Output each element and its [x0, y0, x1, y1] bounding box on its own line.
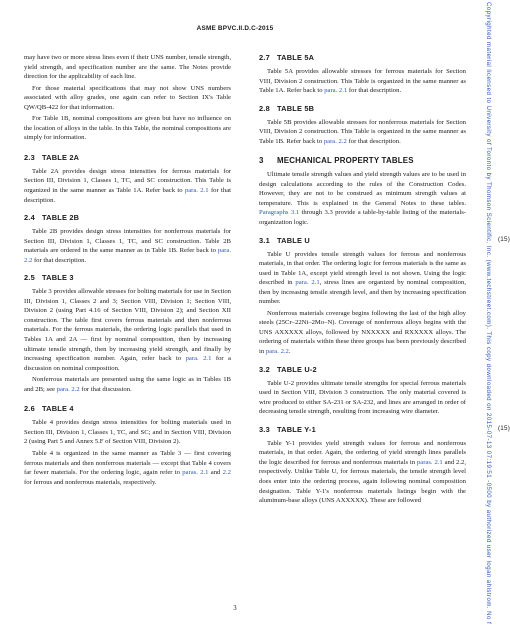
section-3	[259, 156, 466, 227]
watermark-text: Copyrighted material licensed to University of Toronto by Thomson Scientific, Inc. (www.techstreet.com). This copy downloaded on 2015-07-13 07:19:51 -0500 by authorized user logan ahlstrom. No f	[485, 2, 492, 625]
page-header: ASME BPVC.II.D.C-2015	[196, 25, 274, 32]
para-link[interactable]: 2.2	[222, 469, 231, 477]
para-link[interactable]: Paragraphs 3.1	[259, 209, 300, 217]
para-link[interactable]: para. 2.2	[24, 247, 231, 264]
left-column	[24, 53, 231, 495]
section-heading: 2.8 TABLE 5B	[259, 103, 315, 113]
section-paragraph: Table U provides tensile strength values for ferrous and nonferrous materials, in that order. The ordering logic for ferrous materials is the same as used in Table 1A, except yield strength level is not shown. Using the logic described in para. 2.1, stress lines are organized by nominal composition, then by increasing tensile strength level, and then by increasing specification number.	[259, 250, 466, 306]
section-3-2	[259, 365, 466, 417]
section-2-6	[24, 404, 231, 487]
section-paragraph: Table U-2 provides ultimate tensile strengths for special ferrous materials used in Section VIII, Division 3 construction. The only material covered is wire produced to either SA-231 or SA-232, and lines are arranged in order of decreasing tensile strength, resulting from increasing wire diameter.	[259, 379, 466, 416]
section-heading: 2.6 TABLE 4	[24, 404, 74, 414]
revision-marker: (15)	[498, 424, 510, 432]
section-2-8	[259, 104, 466, 147]
section-paragraph: Table 4 provides design stress intensities for bolting materials used in Section III, Division 1, Classes 1, TC, and SC; and in Section VIII, Division 2 (using Part 5 and Annex 5.F of Section VIII, Division 2).	[24, 419, 231, 446]
intro-paragraph-1: may have two or more stress lines even if their UNS number, tensile strength, yield strength, and specification number are the same. The Notes provide direction for the applicability of each line.	[24, 54, 231, 81]
section-paragraph: Table Y-1 provides yield strength values for ferrous and nonferrous materials, in that order. Again, the ordering of yield strength lines parallels the logic described for ferrous and nonferrous materials in paras. 2.1 and 2.2, respectively. Unlike Table U, for ferrous materials, the tensile strength level does enter into the ordering process, again following nominal composition designation. Table Y-1's nonferrous materials listings begin with the aluminum-base alloys (UNS AXXXXX). These are followed	[259, 439, 467, 505]
section-paragraph: Table 5A provides allowable stresses for ferrous materials for Section VIII, Division 2 construction. This Table is organized in the same manner as Table 1A. Refer back to para. 2.1 for that description.	[259, 68, 466, 95]
section-2-7	[259, 53, 466, 96]
section-heading: 3.3 TABLE Y-1 (15)	[259, 424, 510, 434]
section-heading: 2.4 TABLE 2B	[24, 213, 80, 223]
section-paragraph: Table 2A provides design stress intensities for ferrous materials for Section III, Division 1, Classes 1, TC, and SC construction. This Table is organized in the same manner as Table 1A. Refer back to para. 2.1 for that description.	[24, 167, 231, 204]
section-heading: 2.7 TABLE 5A	[259, 53, 315, 62]
copyright-watermark	[481, 0, 493, 640]
section-heading: 2.3 TABLE 2A	[24, 152, 80, 162]
section-3-1	[259, 235, 510, 357]
section-3-3	[259, 424, 510, 506]
section-heading: 2.5 TABLE 3	[24, 273, 74, 283]
page-number: 3	[233, 605, 237, 612]
para-link[interactable]: para. 2.1	[295, 279, 320, 287]
section-2-3	[24, 153, 231, 205]
section-paragraph: Table 4 is organized in the same manner as Table 3 — first covering ferrous materials and then nonferrous materials — except that Table 4 covers far fewer materials. For the ordering logic, again refer to paras. 2.1 and 2.2 for ferrous and nonferrous materials, respectively.	[24, 449, 231, 486]
section-2-5	[24, 273, 231, 394]
section-paragraph: Nonferrous materials coverage begins following the last of the high alloy steels (25Cr–22Ni–2Mo–N). Coverage of nonferrous alloys begins with the UNS AXXXXX alloys, followed by NXXXXX and RXXXXX alloys. The ordering of materials within these three groups has been previously described in para. 2.2.	[259, 309, 466, 356]
para-link[interactable]: para. 2.2	[323, 137, 347, 145]
revision-marker: (15)	[498, 235, 510, 243]
section-paragraph: Table 5B provides allowable stresses for nonferrous materials for Section VIII, Division 2 construction. This Table is organized in the same manner as Table 1B. Refer back to para. 2.2 for that description.	[259, 118, 466, 145]
section-heading: 3 MECHANICAL PROPERTY TABLES	[259, 156, 414, 166]
para-link[interactable]: para. 2.2	[56, 385, 80, 393]
para-link[interactable]: para. 2.1	[185, 355, 212, 363]
intro-paragraph-2: For those material specifications that may not show UNS numbers associated with alloy grades, one again can refer to Section IX's Table QW/QB-422 for that information.	[24, 84, 231, 111]
para-link[interactable]: paras. 2.1	[182, 469, 209, 477]
para-link[interactable]: para. 2.1	[324, 87, 348, 95]
para-link[interactable]: para. 2.1	[184, 187, 209, 195]
section-paragraph: Table 3 provides allowable stresses for bolting materials for use in Section III, Division 1, Classes 2 and 3; Section VIII, Division 1; Section VIII, Division 2 (using Part 4.16 of Section VIII, Division 2); and Section XII construction. The table first covers ferrous materials and then nonferrous materials. For the ferrous materials, the ordering logic parallels that used in Tables 1A and 2A — first by nominal composition, then by increasing ultimate tensile strength, then by increasing yield strength, and finally by increasing specification number. Again, refer back to para. 2.1 for a discussion on nominal composition.	[24, 288, 231, 372]
para-link[interactable]: para. 2.2	[265, 348, 289, 356]
section-heading: 3.2 TABLE U-2	[259, 364, 317, 374]
section-2-4	[24, 213, 231, 265]
section-heading: 3.1 TABLE U (15)	[259, 235, 510, 245]
section-paragraph: Table 2B provides design stress intensities for nonferrous materials for Section III, Division 1, Classes 1, TC, and SC construction. Table 2B materials are ordered in the same manner as in Table 1B. Refer back to para. 2.2 for that description.	[24, 228, 231, 264]
intro-paragraph-3: For Table 1B, nominal compositions are given but have no influence on the location of alloys in the table. In this Table, the nominal compositions are simply for information.	[24, 115, 231, 142]
section-paragraph: Nonferrous materials are presented using the same logic as in Tables 1B and 2B; see para. 2.2 for that discussion.	[24, 376, 231, 393]
para-link[interactable]: paras. 2.1	[416, 458, 443, 466]
section-paragraph: Ultimate tensile strength values and yield strength values are to be used in design calculations according to the rules of the Construction Codes. However, they are not to be construed as minimum strength values at temperature. This is explained in the General Notes to these tables. Paragraphs 3.1 through 3.3 provide a table-by-table listing of the materials-organization logic.	[259, 171, 466, 227]
